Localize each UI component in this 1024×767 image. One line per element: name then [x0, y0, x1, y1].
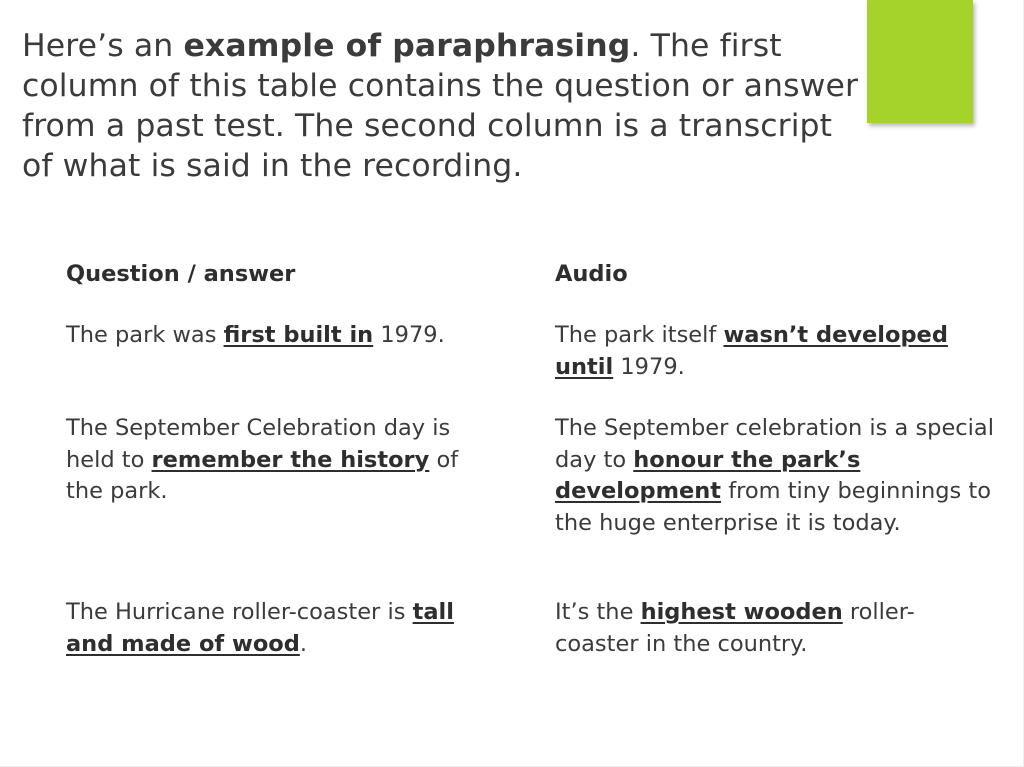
- row-2-audio: [555, 413, 995, 539]
- row-3-question-highlight: tall and made of wood: [66, 599, 454, 657]
- column-header-audio: Audio: [555, 261, 628, 287]
- heading-text-end: . The first column of this table contains the question or answer from a past test. The second column is a transcript of what is said in the recording.: [22, 28, 858, 184]
- row-1-audio: [555, 320, 985, 383]
- row-1-audio-post: 1979.: [613, 353, 685, 380]
- row-2-question-post: of the park.: [66, 446, 459, 504]
- row-1-audio-highlight: wasn’t developed until: [555, 322, 948, 380]
- row-3-audio: [555, 597, 925, 660]
- row-2-question-highlight: remember the history: [151, 446, 430, 473]
- row-3-question-post: .: [299, 630, 308, 657]
- row-2-question-pre: The September Celebration day is held to: [66, 415, 451, 473]
- row-1-question-highlight: first built in: [223, 322, 374, 348]
- row-1-question: [66, 320, 506, 352]
- row-2-question: [66, 413, 491, 508]
- heading-emphasis: example of paraphrasing: [183, 28, 631, 64]
- row-1-audio-pre: The park itself: [555, 322, 724, 348]
- row-3-question-pre: The Hurricane roller-coaster is: [66, 599, 413, 625]
- row-3-question: [66, 597, 486, 660]
- accent-bar: [867, 0, 973, 123]
- column-header-question: Question / answer: [66, 261, 296, 287]
- slide-heading: [22, 26, 862, 186]
- row-2-audio-pre: The September celebration is a special day to: [555, 415, 994, 473]
- row-3-audio-pre: It’s the: [555, 599, 641, 625]
- row-3-audio-post: roller-coaster in the country.: [555, 599, 915, 657]
- row-1-question-post: 1979.: [373, 322, 445, 348]
- row-3-audio-highlight: highest wooden: [640, 599, 843, 625]
- row-2-audio-highlight: honour the park’s development: [555, 446, 861, 504]
- row-1-question-pre: The park was: [66, 322, 224, 348]
- heading-text-start: Here’s an: [22, 28, 184, 64]
- row-2-audio-post: from tiny beginnings to the huge enterprise it is today.: [555, 478, 991, 536]
